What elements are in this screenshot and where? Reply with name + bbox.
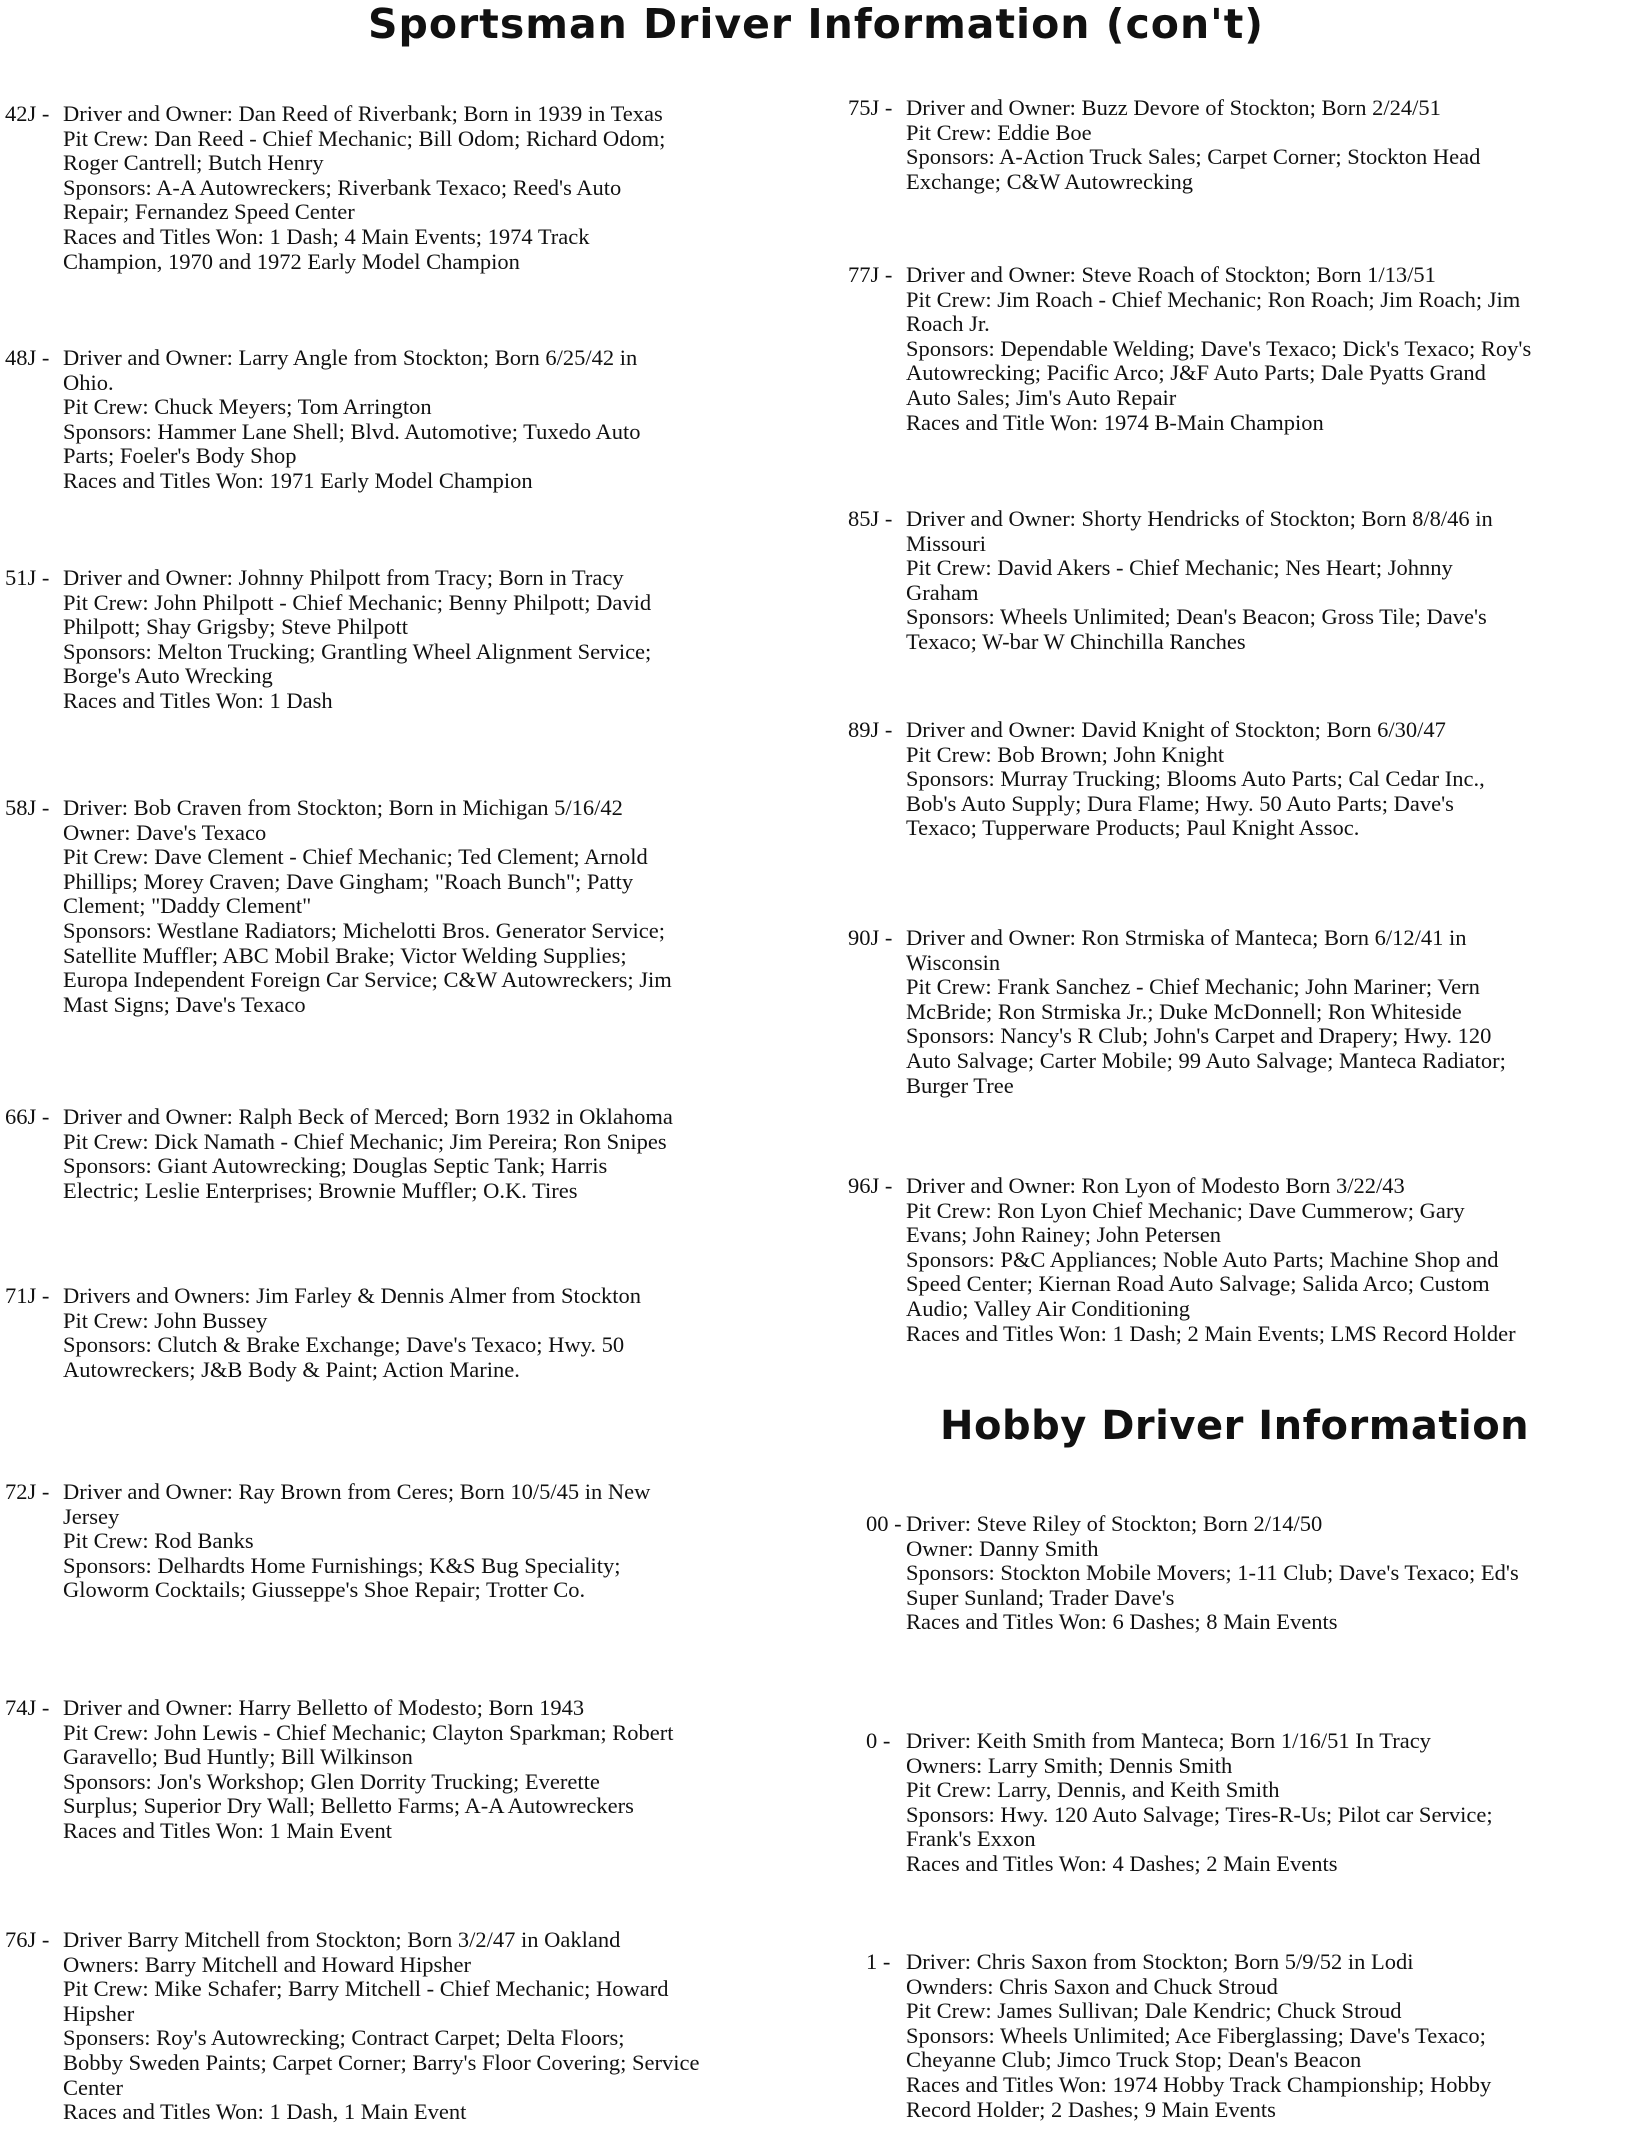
- entry-detail-line: Sponsors: Jon's Workshop; Glen Dorrity Trucking; Everette: [63, 1768, 600, 1794]
- entry-detail-line: Bob's Auto Supply; Dura Flame; Hwy. 50 Auto Parts; Dave's: [906, 790, 1454, 816]
- entry-detail-line: Sponsors: P&C Appliances; Noble Auto Parts; Machine Shop and: [906, 1246, 1499, 1272]
- entry-first-line: Driver: Chris Saxon from Stockton; Born 5/9/52 in Lodi: [906, 1949, 1414, 1974]
- entry-detail-line: Phillips; Morey Craven; Dave Gingham; "Roach Bunch"; Patty: [63, 868, 634, 894]
- entry-detail-line: Pit Crew: John Philpott - Chief Mechanic; Benny Philpott; David: [63, 589, 652, 615]
- hobby-section-title: Hobby Driver Information: [940, 1403, 1530, 1449]
- entry-first-line: Driver and Owner: Harry Belletto of Modesto; Born 1943: [63, 1695, 585, 1720]
- entry-detail-line: Sponsors: Stockton Mobile Movers; 1-11 Club; Dave's Texaco; Ed's: [906, 1560, 1519, 1586]
- car-number: 48J -: [5, 345, 50, 370]
- entry-detail-line: Wisconsin: [906, 949, 1001, 975]
- entry-detail-line: Sponsors: Melton Trucking; Grantling Wheel Alignment Service;: [63, 638, 652, 664]
- entry-first-line: Driver and Owner: David Knight of Stockton; Born 6/30/47: [906, 717, 1446, 742]
- entry-detail-line: Electric; Leslie Enterprises; Brownie Muffler; O.K. Tires: [63, 1177, 578, 1203]
- entry-detail-line: Pit Crew: John Bussey: [63, 1307, 268, 1333]
- entry-detail-line: Clement; "Daddy Clement": [63, 893, 312, 919]
- entry-detail-line: Parts; Foeler's Body Shop: [63, 443, 297, 469]
- entry-first-line: Driver: Bob Craven from Stockton; Born in Michigan 5/16/42: [63, 795, 623, 820]
- entry-detail-line: Evans; John Rainey; John Petersen: [906, 1222, 1221, 1248]
- entry-detail-line: Sponsors: Westlane Radiators; Michelotti Bros. Generator Service;: [63, 917, 666, 943]
- entry-detail-line: Missouri: [906, 530, 987, 556]
- entry-first-line: Driver and Owner: Ray Brown from Ceres; Born 10/5/45 in New: [63, 1479, 651, 1504]
- car-number: 71J -: [5, 1283, 50, 1308]
- driver-entry: [5, 566, 651, 714]
- entry-first-line: Driver and Owner: Ralph Beck of Merced; Born 1932 in Oklahoma: [63, 1104, 673, 1129]
- driver-entry: [848, 263, 1531, 435]
- entry-detail-line: Philpott; Shay Grigsby; Steve Philpott: [63, 614, 409, 640]
- entry-detail-line: Races and Titles Won: 1971 Early Model Champion: [63, 467, 533, 493]
- entry-detail-line: Sponsors: Murray Trucking; Blooms Auto Parts; Cal Cedar Inc.,: [906, 766, 1485, 792]
- entry-detail-line: Roach Jr.: [906, 311, 990, 337]
- driver-entry: [5, 1480, 650, 1603]
- car-number: 89J -: [848, 717, 893, 742]
- entry-detail-line: Sponsors: Dependable Welding; Dave's Texaco; Dick's Texaco; Roy's: [906, 335, 1532, 361]
- entry-detail-line: Sponsors: Wheels Unlimited; Dean's Beacon; Gross Tile; Dave's: [906, 604, 1487, 630]
- entry-detail-line: Pit Crew: David Akers - Chief Mechanic; Nes Heart; Johnny: [906, 555, 1453, 581]
- driver-entry: [5, 346, 641, 494]
- driver-entry: [848, 96, 1480, 194]
- entry-detail-line: Sponsors: Nancy's R Club; John's Carpet and Drapery; Hwy. 120: [906, 1023, 1492, 1049]
- driver-entry: [848, 718, 1485, 841]
- driver-entry: [5, 102, 665, 274]
- entry-first-line: Driver and Owner: Buzz Devore of Stockton; Born 2/24/51: [906, 95, 1441, 120]
- entry-detail-line: Owner: Dave's Texaco: [63, 819, 267, 845]
- entry-detail-line: Sponsors: Delhardts Home Furnishings; K&S Bug Speciality;: [63, 1552, 621, 1578]
- entry-detail-line: Owners: Barry Mitchell and Howard Hipsher: [63, 1951, 472, 1977]
- entry-detail-line: Gloworm Cocktails; Giusseppe's Shoe Repair; Trotter Co.: [63, 1577, 586, 1603]
- entry-detail-line: Pit Crew: Eddie Boe: [906, 119, 1092, 145]
- entry-first-line: Driver and Owner: Ron Strmiska of Manteca; Born 6/12/41 in: [906, 925, 1467, 950]
- entry-detail-line: Pit Crew: Dan Reed - Chief Mechanic; Bill Odom; Richard Odom;: [63, 125, 666, 151]
- car-number: 76J -: [5, 1927, 50, 1952]
- entry-detail-line: Pit Crew: Rod Banks: [63, 1528, 254, 1554]
- entry-detail-line: Cheyanne Club; Jimco Truck Stop; Dean's Beacon: [906, 2047, 1362, 2073]
- entry-detail-line: Owners: Larry Smith; Dennis Smith: [906, 1752, 1233, 1778]
- entry-detail-line: Roger Cantrell; Butch Henry: [63, 150, 324, 176]
- entry-detail-line: Surplus; Superior Dry Wall; Belletto Farms; A-A Autowreckers: [63, 1793, 634, 1819]
- entry-detail-line: Races and Titles Won: 1974 Hobby Track Championship; Hobby: [906, 2071, 1492, 2097]
- entry-first-line: Driver: Steve Riley of Stockton; Born 2/14/50: [906, 1511, 1323, 1536]
- driver-entry: [848, 507, 1493, 655]
- entry-detail-line: Races and Titles Won: 1 Dash; 4 Main Events; 1974 Track: [63, 223, 590, 249]
- entry-detail-line: Races and Titles Won: 4 Dashes; 2 Main Events: [906, 1850, 1338, 1876]
- driver-entry: [5, 1284, 641, 1382]
- entry-detail-line: Races and Titles Won: 1 Dash; 2 Main Events; LMS Record Holder: [906, 1320, 1516, 1346]
- entry-detail-line: Ownders: Chris Saxon and Chuck Stroud: [906, 1973, 1278, 1999]
- entry-detail-line: Garavello; Bud Huntly; Bill Wilkinson: [63, 1744, 413, 1770]
- entry-detail-line: Sponsors: Hwy. 120 Auto Salvage; Tires-R-Us; Pilot car Service;: [906, 1801, 1493, 1827]
- driver-entry: [866, 1729, 1493, 1877]
- car-number: 58J -: [5, 795, 50, 820]
- car-number: 96J -: [848, 1173, 893, 1198]
- entry-detail-line: Super Sunland; Trader Dave's: [906, 1584, 1175, 1610]
- entry-first-line: Driver and Owner: Johnny Philpott from Tracy; Born in Tracy: [63, 565, 624, 590]
- entry-detail-line: Repair; Fernandez Speed Center: [63, 199, 355, 225]
- entry-detail-line: Autowreckers; J&B Body & Paint; Action Marine.: [63, 1356, 520, 1382]
- driver-entry: [848, 1174, 1516, 1346]
- car-number: 72J -: [5, 1479, 50, 1504]
- entry-detail-line: Autowrecking; Pacific Arco; J&F Auto Parts; Dale Pyatts Grand: [906, 360, 1486, 386]
- entry-detail-line: Mast Signs; Dave's Texaco: [63, 991, 306, 1017]
- entry-detail-line: Pit Crew: Bob Brown; John Knight: [906, 741, 1225, 767]
- car-number: 90J -: [848, 925, 893, 950]
- page-title: Sportsman Driver Information (con't): [367, 0, 1265, 48]
- entry-detail-line: Pit Crew: John Lewis - Chief Mechanic; Clayton Sparkman; Robert: [63, 1719, 674, 1745]
- entry-detail-line: Pit Crew: Chuck Meyers; Tom Arrington: [63, 394, 432, 420]
- car-number: 66J -: [5, 1104, 50, 1129]
- entry-first-line: Drivers and Owners: Jim Farley & Dennis Almer from Stockton: [63, 1283, 642, 1308]
- entry-detail-line: Burger Tree: [906, 1072, 1014, 1098]
- driver-entry: [5, 1105, 673, 1203]
- entry-first-line: Driver and Owner: Shorty Hendricks of Stockton; Born 8/8/46 in: [906, 506, 1493, 531]
- entry-detail-line: Pit Crew: Ron Lyon Chief Mechanic; Dave Cummerow; Gary: [906, 1197, 1465, 1223]
- entry-detail-line: Sponsors: Giant Autowrecking; Douglas Septic Tank; Harris: [63, 1153, 608, 1179]
- car-number: 85J -: [848, 506, 893, 531]
- entry-detail-line: Hipsher: [63, 2000, 135, 2026]
- entry-detail-line: Pit Crew: Frank Sanchez - Chief Mechanic; John Mariner; Vern: [906, 974, 1480, 1000]
- entry-detail-line: Sponsors: Clutch & Brake Exchange; Dave's Texaco; Hwy. 50: [63, 1332, 625, 1358]
- entry-detail-line: Frank's Exxon: [906, 1826, 1036, 1852]
- entry-detail-line: Champion, 1970 and 1972 Early Model Champion: [63, 248, 520, 274]
- entry-first-line: Driver and Owner: Dan Reed of Riverbank; Born in 1939 in Texas: [63, 101, 663, 126]
- entry-detail-line: Auto Sales; Jim's Auto Repair: [906, 384, 1177, 410]
- entry-detail-line: Speed Center; Kiernan Road Auto Salvage; Salida Arco; Custom: [906, 1271, 1490, 1297]
- entry-detail-line: Europa Independent Foreign Car Service; C&W Autowreckers; Jim: [63, 967, 672, 993]
- entry-detail-line: Record Holder; 2 Dashes; 9 Main Events: [906, 2096, 1276, 2122]
- driver-entry: [5, 1696, 674, 1844]
- entry-first-line: Driver Barry Mitchell from Stockton; Born 3/2/47 in Oakland: [63, 1927, 621, 1952]
- car-number: 77J -: [848, 262, 893, 287]
- entry-detail-line: Graham: [906, 579, 979, 605]
- car-number: 1 -: [866, 1949, 891, 1974]
- entry-detail-line: Races and Titles Won: 1 Dash, 1 Main Event: [63, 2099, 467, 2125]
- entry-first-line: Driver: Keith Smith from Manteca; Born 1/16/51 In Tracy: [906, 1728, 1431, 1753]
- entry-detail-line: Center: [63, 2074, 123, 2100]
- entry-detail-line: Pit Crew: Dick Namath - Chief Mechanic; Jim Pereira; Ron Snipes: [63, 1128, 667, 1154]
- entry-detail-line: Pit Crew: Larry, Dennis, and Keith Smith: [906, 1777, 1280, 1803]
- driver-entry: [5, 1928, 699, 2125]
- driver-entry: [5, 796, 672, 1017]
- entry-detail-line: Races and Titles Won: 1 Dash: [63, 687, 333, 713]
- entry-first-line: Driver and Owner: Larry Angle from Stockton; Born 6/25/42 in: [63, 345, 638, 370]
- entry-detail-line: Texaco; Tupperware Products; Paul Knight Assoc.: [906, 815, 1360, 841]
- entry-detail-line: Bobby Sweden Paints; Carpet Corner; Barry's Floor Covering; Service: [63, 2049, 700, 2075]
- driver-entry: [866, 1950, 1491, 2122]
- entry-detail-line: Sponsors: A-A Autowreckers; Riverbank Texaco; Reed's Auto: [63, 174, 622, 200]
- entry-detail-line: Owner: Danny Smith: [906, 1535, 1099, 1561]
- driver-entry: [866, 1512, 1519, 1635]
- entry-detail-line: McBride; Ron Strmiska Jr.; Duke McDonnell; Ron Whiteside: [906, 998, 1462, 1024]
- entry-detail-line: Races and Titles Won: 6 Dashes; 8 Main Events: [906, 1609, 1338, 1635]
- entry-first-line: Driver and Owner: Steve Roach of Stockton; Born 1/13/51: [906, 262, 1436, 287]
- entry-detail-line: Sponsors: A-Action Truck Sales; Carpet Corner; Stockton Head: [906, 144, 1481, 170]
- entry-detail-line: Audio; Valley Air Conditioning: [906, 1295, 1190, 1321]
- entry-detail-line: Ohio.: [63, 369, 114, 395]
- entry-detail-line: Sponsors: Wheels Unlimited; Ace Fiberglassing; Dave's Texaco;: [906, 2022, 1486, 2048]
- car-number: 74J -: [5, 1695, 50, 1720]
- car-number: 75J -: [848, 95, 893, 120]
- car-number: 42J -: [5, 101, 50, 126]
- entry-detail-line: Pit Crew: James Sullivan; Dale Kendric; Chuck Stroud: [906, 1998, 1402, 2024]
- entry-detail-line: Satellite Muffler; ABC Mobil Brake; Victor Welding Supplies;: [63, 942, 627, 968]
- car-number: 0 -: [866, 1728, 891, 1753]
- driver-entry: [848, 926, 1506, 1098]
- entry-first-line: Driver and Owner: Ron Lyon of Modesto Born 3/22/43: [906, 1173, 1405, 1198]
- entry-detail-line: Races and Title Won: 1974 B-Main Champion: [906, 409, 1324, 435]
- entry-detail-line: Borge's Auto Wrecking: [63, 663, 273, 689]
- entry-detail-line: Pit Crew: Jim Roach - Chief Mechanic; Ron Roach; Jim Roach; Jim: [906, 286, 1521, 312]
- entry-detail-line: Pit Crew: Dave Clement - Chief Mechanic; Ted Clement; Arnold: [63, 844, 648, 870]
- entry-detail-line: Sponsers: Roy's Autowrecking; Contract Carpet; Delta Floors;: [63, 2025, 625, 2051]
- entry-detail-line: Exchange; C&W Autowrecking: [906, 168, 1194, 194]
- entry-detail-line: Jersey: [63, 1503, 120, 1529]
- car-number: 00 -: [866, 1511, 902, 1536]
- entry-detail-line: Pit Crew: Mike Schafer; Barry Mitchell - Chief Mechanic; Howard: [63, 1976, 669, 2002]
- entry-detail-line: Sponsors: Hammer Lane Shell; Blvd. Automotive; Tuxedo Auto: [63, 418, 641, 444]
- entry-detail-line: Races and Titles Won: 1 Main Event: [63, 1817, 393, 1843]
- entry-detail-line: Texaco; W-bar W Chinchilla Ranches: [906, 628, 1246, 654]
- entry-detail-line: Auto Salvage; Carter Mobile; 99 Auto Salvage; Manteca Radiator;: [906, 1047, 1506, 1073]
- car-number: 51J -: [5, 565, 50, 590]
